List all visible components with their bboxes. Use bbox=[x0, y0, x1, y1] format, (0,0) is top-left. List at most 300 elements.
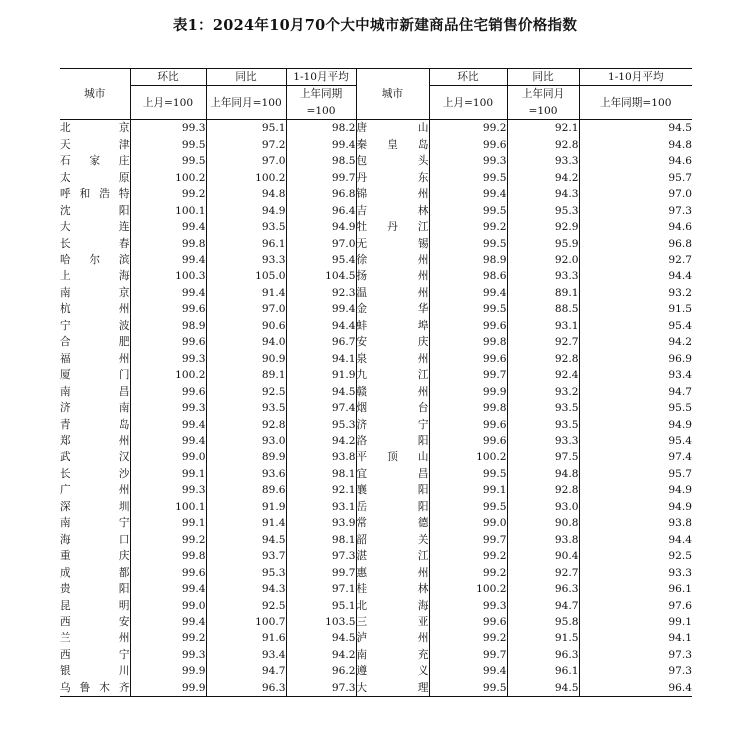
cell-avg-right: 95.5 bbox=[579, 400, 692, 416]
cell-avg-right: 95.4 bbox=[579, 433, 692, 449]
cell-city-left: 长春 bbox=[60, 237, 130, 250]
cell-city-right: 吉林 bbox=[356, 203, 429, 219]
cell-yoy-right: 94.7 bbox=[507, 598, 579, 614]
cell-mom-right: 99.2 bbox=[429, 565, 507, 581]
cell-avg-right: 94.2 bbox=[579, 334, 692, 350]
cell-mom-left: 99.6 bbox=[130, 301, 206, 317]
cell-yoy-right: 94.8 bbox=[507, 466, 579, 482]
cell-city-left: 太原 bbox=[60, 171, 130, 184]
cell-city-right: 遵义 bbox=[356, 663, 429, 679]
cell-yoy-right: 93.2 bbox=[507, 384, 579, 400]
cell-city-right: 北海 bbox=[356, 598, 429, 614]
cell-city-left: 哈尔滨 bbox=[60, 253, 130, 266]
cell-yoy-left: 89.1 bbox=[206, 367, 286, 383]
cell-mom-left: 99.0 bbox=[130, 598, 206, 614]
cell-avg-right: 94.7 bbox=[579, 384, 692, 400]
cell-mom-left: 100.3 bbox=[130, 268, 206, 284]
cell-avg-left: 97.3 bbox=[286, 548, 356, 564]
cell-city-left: 武汉 bbox=[60, 451, 130, 464]
cell-mom-left: 100.1 bbox=[130, 499, 206, 515]
cell-mom-left: 99.4 bbox=[130, 614, 206, 630]
cell-avg-left: 93.8 bbox=[286, 449, 356, 465]
header-mom-base-right: 上月=100 bbox=[429, 86, 507, 120]
cell-city-left: 郑州 bbox=[60, 434, 130, 447]
cell-avg-right: 97.3 bbox=[579, 663, 692, 679]
cell-mom-left: 98.9 bbox=[130, 318, 206, 334]
table-row bbox=[60, 614, 692, 630]
cell-city-left: 银川 bbox=[60, 665, 130, 678]
cell-city-left: 沈阳 bbox=[60, 204, 130, 217]
header-mom-base-left: 上月=100 bbox=[130, 86, 206, 120]
cell-city-left: 深圳 bbox=[60, 500, 130, 513]
table-row bbox=[60, 433, 692, 449]
cell-city-right: 平顶山 bbox=[356, 449, 429, 465]
cell-mom-right: 99.6 bbox=[429, 137, 507, 153]
cell-avg-left: 99.4 bbox=[286, 137, 356, 153]
header-mom-right: 环比 bbox=[429, 69, 507, 86]
cell-mom-right: 99.5 bbox=[429, 466, 507, 482]
cell-city-left: 宁波 bbox=[60, 319, 130, 332]
cell-city-left: 成都 bbox=[60, 566, 130, 579]
cell-city-left: 合肥 bbox=[60, 336, 130, 349]
cell-yoy-right: 92.8 bbox=[507, 137, 579, 153]
cell-city-right: 无锡 bbox=[356, 236, 429, 252]
table-row bbox=[60, 351, 692, 367]
cell-yoy-left: 89.6 bbox=[206, 482, 286, 498]
table-row bbox=[60, 186, 692, 202]
cell-mom-right: 99.5 bbox=[429, 680, 507, 697]
table-row bbox=[60, 236, 692, 252]
cell-city-right: 大理 bbox=[356, 680, 429, 697]
cell-yoy-left: 93.6 bbox=[206, 466, 286, 482]
cell-yoy-right: 93.5 bbox=[507, 417, 579, 433]
cell-city-right: 常德 bbox=[356, 515, 429, 531]
cell-city-left: 昆明 bbox=[60, 599, 130, 612]
cell-city-left: 济南 bbox=[60, 402, 130, 415]
table-row bbox=[60, 153, 692, 169]
table-row bbox=[60, 252, 692, 268]
cell-yoy-right: 95.9 bbox=[507, 236, 579, 252]
cell-yoy-left: 90.6 bbox=[206, 318, 286, 334]
cell-mom-left: 99.3 bbox=[130, 482, 206, 498]
cell-avg-right: 96.1 bbox=[579, 581, 692, 597]
cell-avg-right: 97.4 bbox=[579, 449, 692, 465]
table-row bbox=[60, 482, 692, 498]
cell-city-right: 惠州 bbox=[356, 565, 429, 581]
cell-yoy-right: 90.8 bbox=[507, 515, 579, 531]
cell-city-right: 三亚 bbox=[356, 614, 429, 630]
cell-mom-right: 99.9 bbox=[429, 384, 507, 400]
cell-mom-right: 99.3 bbox=[429, 153, 507, 169]
table-row bbox=[60, 301, 692, 317]
cell-city-left: 长沙 bbox=[60, 467, 130, 480]
cell-yoy-right: 93.3 bbox=[507, 268, 579, 284]
cell-mom-right: 99.8 bbox=[429, 400, 507, 416]
cell-city-right: 丹东 bbox=[356, 170, 429, 186]
cell-avg-left: 95.4 bbox=[286, 252, 356, 268]
cell-yoy-right: 94.5 bbox=[507, 680, 579, 697]
cell-mom-right: 99.7 bbox=[429, 367, 507, 383]
cell-yoy-left: 89.9 bbox=[206, 449, 286, 465]
cell-city-left: 天津 bbox=[60, 138, 130, 151]
cell-yoy-left: 97.0 bbox=[206, 301, 286, 317]
table-row bbox=[60, 318, 692, 334]
cell-city-right: 宜昌 bbox=[356, 466, 429, 482]
cell-city-left: 杭州 bbox=[60, 303, 130, 316]
cell-yoy-left: 96.1 bbox=[206, 236, 286, 252]
cell-mom-left: 99.6 bbox=[130, 334, 206, 350]
cell-mom-left: 100.2 bbox=[130, 170, 206, 186]
cell-avg-left: 98.1 bbox=[286, 466, 356, 482]
cell-mom-left: 99.2 bbox=[130, 630, 206, 646]
cell-mom-right: 99.4 bbox=[429, 186, 507, 202]
cell-avg-left: 92.1 bbox=[286, 482, 356, 498]
cell-avg-left: 96.8 bbox=[286, 186, 356, 202]
cell-mom-left: 99.9 bbox=[130, 680, 206, 697]
cell-avg-right: 94.4 bbox=[579, 532, 692, 548]
cell-avg-right: 93.3 bbox=[579, 565, 692, 581]
cell-avg-right: 97.3 bbox=[579, 203, 692, 219]
cell-yoy-left: 93.5 bbox=[206, 400, 286, 416]
cell-yoy-left: 91.4 bbox=[206, 515, 286, 531]
cell-city-right: 牡丹江 bbox=[356, 219, 429, 235]
cell-mom-right: 99.1 bbox=[429, 482, 507, 498]
table-row bbox=[60, 466, 692, 482]
cell-mom-left: 99.3 bbox=[130, 400, 206, 416]
cell-city-left: 大连 bbox=[60, 221, 130, 234]
cell-mom-right: 99.7 bbox=[429, 532, 507, 548]
cell-city-left: 青岛 bbox=[60, 418, 130, 431]
cell-yoy-left: 91.4 bbox=[206, 285, 286, 301]
cell-mom-left: 99.5 bbox=[130, 153, 206, 169]
cell-avg-right: 94.9 bbox=[579, 499, 692, 515]
table-row bbox=[60, 581, 692, 597]
header-avg-base-left: 上年同期=100 bbox=[286, 86, 356, 120]
cell-city-right: 洛阳 bbox=[356, 433, 429, 449]
cell-mom-right: 99.6 bbox=[429, 318, 507, 334]
cell-mom-right: 99.7 bbox=[429, 647, 507, 663]
cell-city-right: 岳阳 bbox=[356, 499, 429, 515]
cell-avg-right: 99.1 bbox=[579, 614, 692, 630]
header-avg-right: 1-10月平均 bbox=[579, 69, 692, 86]
cell-yoy-left: 100.7 bbox=[206, 614, 286, 630]
table-row bbox=[60, 268, 692, 284]
table-row bbox=[60, 499, 692, 515]
cell-city-right: 济宁 bbox=[356, 417, 429, 433]
cell-mom-left: 99.2 bbox=[130, 532, 206, 548]
price-index-table bbox=[60, 68, 692, 697]
cell-city-left: 福州 bbox=[60, 352, 130, 365]
cell-avg-left: 97.4 bbox=[286, 400, 356, 416]
cell-avg-left: 93.9 bbox=[286, 515, 356, 531]
cell-city-right: 韶关 bbox=[356, 532, 429, 548]
table-row bbox=[60, 384, 692, 400]
cell-mom-left: 99.3 bbox=[130, 647, 206, 663]
cell-mom-right: 99.2 bbox=[429, 219, 507, 235]
cell-yoy-left: 93.7 bbox=[206, 548, 286, 564]
cell-yoy-right: 94.2 bbox=[507, 170, 579, 186]
header-yoy-right: 同比 bbox=[507, 69, 579, 86]
cell-yoy-right: 94.3 bbox=[507, 186, 579, 202]
cell-city-right: 唐山 bbox=[356, 120, 429, 137]
table-row bbox=[60, 548, 692, 564]
cell-city-right: 扬州 bbox=[356, 268, 429, 284]
cell-mom-right: 99.5 bbox=[429, 499, 507, 515]
cell-yoy-left: 92.5 bbox=[206, 598, 286, 614]
cell-avg-right: 94.9 bbox=[579, 482, 692, 498]
header-yoy-left: 同比 bbox=[206, 69, 286, 86]
cell-city-left: 北京 bbox=[60, 122, 130, 135]
cell-yoy-right: 92.4 bbox=[507, 367, 579, 383]
cell-city-left: 厦门 bbox=[60, 369, 130, 382]
cell-city-left: 贵阳 bbox=[60, 583, 130, 596]
cell-yoy-left: 93.4 bbox=[206, 647, 286, 663]
cell-yoy-left: 93.3 bbox=[206, 252, 286, 268]
cell-avg-right: 94.5 bbox=[579, 120, 692, 137]
cell-mom-left: 100.2 bbox=[130, 367, 206, 383]
header-avg-left: 1-10月平均 bbox=[286, 69, 356, 86]
header-city-left: 城市 bbox=[60, 69, 130, 120]
cell-yoy-left: 95.3 bbox=[206, 565, 286, 581]
cell-mom-left: 99.0 bbox=[130, 449, 206, 465]
cell-mom-left: 99.4 bbox=[130, 433, 206, 449]
cell-avg-right: 94.8 bbox=[579, 137, 692, 153]
cell-avg-left: 94.1 bbox=[286, 351, 356, 367]
table-row bbox=[60, 334, 692, 350]
table-row bbox=[60, 515, 692, 531]
cell-yoy-right: 92.7 bbox=[507, 334, 579, 350]
cell-mom-right: 99.0 bbox=[429, 515, 507, 531]
cell-yoy-right: 91.5 bbox=[507, 630, 579, 646]
cell-avg-right: 96.8 bbox=[579, 236, 692, 252]
cell-avg-left: 103.5 bbox=[286, 614, 356, 630]
cell-yoy-left: 97.0 bbox=[206, 153, 286, 169]
table-row bbox=[60, 449, 692, 465]
cell-avg-right: 94.1 bbox=[579, 630, 692, 646]
cell-yoy-right: 93.3 bbox=[507, 433, 579, 449]
cell-yoy-right: 92.9 bbox=[507, 219, 579, 235]
cell-mom-right: 99.4 bbox=[429, 663, 507, 679]
cell-yoy-left: 91.9 bbox=[206, 499, 286, 515]
cell-avg-left: 99.4 bbox=[286, 301, 356, 317]
cell-mom-right: 99.6 bbox=[429, 351, 507, 367]
cell-avg-right: 95.4 bbox=[579, 318, 692, 334]
cell-yoy-left: 93.0 bbox=[206, 433, 286, 449]
table-row bbox=[60, 532, 692, 548]
cell-avg-left: 97.0 bbox=[286, 236, 356, 252]
cell-yoy-left: 94.9 bbox=[206, 203, 286, 219]
cell-yoy-left: 100.2 bbox=[206, 170, 286, 186]
header-mom-left: 环比 bbox=[130, 69, 206, 86]
cell-city-right: 湛江 bbox=[356, 548, 429, 564]
cell-avg-left: 98.2 bbox=[286, 120, 356, 137]
cell-city-right: 锦州 bbox=[356, 186, 429, 202]
cell-city-left: 海口 bbox=[60, 533, 130, 546]
cell-yoy-left: 91.6 bbox=[206, 630, 286, 646]
table-body bbox=[60, 120, 692, 697]
cell-yoy-left: 94.8 bbox=[206, 186, 286, 202]
cell-yoy-left: 105.0 bbox=[206, 268, 286, 284]
cell-avg-left: 99.7 bbox=[286, 170, 356, 186]
cell-mom-left: 99.3 bbox=[130, 120, 206, 137]
cell-yoy-right: 96.3 bbox=[507, 647, 579, 663]
cell-avg-right: 94.6 bbox=[579, 153, 692, 169]
cell-mom-left: 99.9 bbox=[130, 663, 206, 679]
cell-yoy-right: 93.1 bbox=[507, 318, 579, 334]
cell-mom-left: 99.5 bbox=[130, 137, 206, 153]
cell-mom-right: 98.6 bbox=[429, 268, 507, 284]
cell-mom-left: 99.6 bbox=[130, 565, 206, 581]
cell-mom-left: 100.1 bbox=[130, 203, 206, 219]
cell-avg-left: 94.4 bbox=[286, 318, 356, 334]
cell-yoy-right: 95.8 bbox=[507, 614, 579, 630]
cell-yoy-right: 93.3 bbox=[507, 153, 579, 169]
cell-avg-left: 92.3 bbox=[286, 285, 356, 301]
cell-avg-right: 93.2 bbox=[579, 285, 692, 301]
cell-mom-right: 99.6 bbox=[429, 417, 507, 433]
cell-mom-left: 99.8 bbox=[130, 548, 206, 564]
cell-avg-right: 94.4 bbox=[579, 268, 692, 284]
cell-city-right: 泉州 bbox=[356, 351, 429, 367]
cell-avg-right: 97.6 bbox=[579, 598, 692, 614]
cell-city-left: 呼和浩特 bbox=[60, 188, 130, 201]
cell-yoy-left: 94.3 bbox=[206, 581, 286, 597]
cell-yoy-right: 90.4 bbox=[507, 548, 579, 564]
cell-mom-left: 99.4 bbox=[130, 581, 206, 597]
cell-avg-left: 98.5 bbox=[286, 153, 356, 169]
cell-mom-right: 99.8 bbox=[429, 334, 507, 350]
table-row bbox=[60, 170, 692, 186]
cell-avg-right: 93.8 bbox=[579, 515, 692, 531]
cell-avg-left: 95.3 bbox=[286, 417, 356, 433]
cell-city-left: 南昌 bbox=[60, 385, 130, 398]
cell-city-right: 桂林 bbox=[356, 581, 429, 597]
cell-avg-right: 96.4 bbox=[579, 680, 692, 697]
cell-yoy-left: 97.2 bbox=[206, 137, 286, 153]
cell-mom-left: 99.1 bbox=[130, 515, 206, 531]
cell-city-left: 广州 bbox=[60, 484, 130, 497]
cell-city-right: 安庆 bbox=[356, 334, 429, 350]
table-row bbox=[60, 680, 692, 697]
cell-city-left: 兰州 bbox=[60, 632, 130, 645]
cell-avg-right: 93.4 bbox=[579, 367, 692, 383]
cell-yoy-left: 90.9 bbox=[206, 351, 286, 367]
cell-avg-left: 104.5 bbox=[286, 268, 356, 284]
header-city-right: 城市 bbox=[356, 69, 429, 120]
cell-mom-right: 99.5 bbox=[429, 301, 507, 317]
table-row bbox=[60, 400, 692, 416]
cell-mom-right: 99.3 bbox=[429, 598, 507, 614]
cell-yoy-right: 93.0 bbox=[507, 499, 579, 515]
cell-yoy-right: 96.1 bbox=[507, 663, 579, 679]
cell-avg-right: 92.5 bbox=[579, 548, 692, 564]
cell-mom-left: 99.4 bbox=[130, 417, 206, 433]
cell-avg-left: 99.7 bbox=[286, 565, 356, 581]
table-row bbox=[60, 120, 692, 137]
cell-city-left: 上海 bbox=[60, 270, 130, 283]
cell-yoy-right: 97.5 bbox=[507, 449, 579, 465]
cell-yoy-left: 95.1 bbox=[206, 120, 286, 137]
cell-city-left: 西宁 bbox=[60, 648, 130, 661]
cell-mom-left: 99.6 bbox=[130, 384, 206, 400]
cell-yoy-right: 92.7 bbox=[507, 565, 579, 581]
cell-city-right: 赣州 bbox=[356, 384, 429, 400]
cell-mom-right: 99.2 bbox=[429, 630, 507, 646]
cell-mom-right: 99.6 bbox=[429, 433, 507, 449]
cell-avg-left: 91.9 bbox=[286, 367, 356, 383]
cell-city-right: 温州 bbox=[356, 285, 429, 301]
cell-avg-right: 95.7 bbox=[579, 466, 692, 482]
table-row bbox=[60, 598, 692, 614]
cell-mom-left: 99.8 bbox=[130, 236, 206, 252]
table-row bbox=[60, 203, 692, 219]
cell-city-left: 重庆 bbox=[60, 550, 130, 563]
cell-city-left: 南宁 bbox=[60, 517, 130, 530]
cell-avg-left: 97.1 bbox=[286, 581, 356, 597]
cell-yoy-right: 89.1 bbox=[507, 285, 579, 301]
table-row bbox=[60, 219, 692, 235]
cell-avg-left: 94.9 bbox=[286, 219, 356, 235]
cell-city-right: 包头 bbox=[356, 153, 429, 169]
cell-city-right: 南充 bbox=[356, 647, 429, 663]
cell-avg-left: 96.2 bbox=[286, 663, 356, 679]
cell-avg-right: 91.5 bbox=[579, 301, 692, 317]
cell-avg-right: 97.3 bbox=[579, 647, 692, 663]
cell-yoy-right: 88.5 bbox=[507, 301, 579, 317]
cell-avg-left: 98.1 bbox=[286, 532, 356, 548]
table-row bbox=[60, 137, 692, 153]
table-row bbox=[60, 663, 692, 679]
header-avg-base-right: 上年同期=100 bbox=[579, 86, 692, 120]
cell-city-left: 乌鲁木齐 bbox=[60, 680, 130, 697]
cell-mom-left: 99.1 bbox=[130, 466, 206, 482]
cell-city-right: 烟台 bbox=[356, 400, 429, 416]
cell-mom-right: 99.5 bbox=[429, 203, 507, 219]
cell-avg-left: 97.3 bbox=[286, 680, 356, 697]
cell-yoy-left: 92.8 bbox=[206, 417, 286, 433]
cell-yoy-right: 93.5 bbox=[507, 400, 579, 416]
cell-yoy-right: 92.0 bbox=[507, 252, 579, 268]
cell-mom-right: 98.9 bbox=[429, 252, 507, 268]
cell-avg-right: 94.6 bbox=[579, 219, 692, 235]
table-row bbox=[60, 630, 692, 646]
cell-yoy-right: 96.3 bbox=[507, 581, 579, 597]
cell-mom-left: 99.4 bbox=[130, 219, 206, 235]
cell-mom-right: 100.2 bbox=[429, 449, 507, 465]
cell-yoy-left: 94.7 bbox=[206, 663, 286, 679]
cell-city-right: 九江 bbox=[356, 367, 429, 383]
cell-avg-left: 96.4 bbox=[286, 203, 356, 219]
header-yoy-base-right: 上年同月=100 bbox=[507, 86, 579, 120]
cell-avg-left: 94.2 bbox=[286, 647, 356, 663]
cell-avg-left: 96.7 bbox=[286, 334, 356, 350]
cell-mom-right: 100.2 bbox=[429, 581, 507, 597]
cell-mom-left: 99.2 bbox=[130, 186, 206, 202]
cell-mom-left: 99.3 bbox=[130, 351, 206, 367]
table-row bbox=[60, 417, 692, 433]
table-row bbox=[60, 565, 692, 581]
cell-city-right: 蚌埠 bbox=[356, 318, 429, 334]
cell-yoy-right: 92.8 bbox=[507, 351, 579, 367]
cell-avg-right: 96.9 bbox=[579, 351, 692, 367]
cell-mom-left: 99.4 bbox=[130, 252, 206, 268]
cell-avg-right: 97.0 bbox=[579, 186, 692, 202]
cell-yoy-right: 95.3 bbox=[507, 203, 579, 219]
cell-avg-left: 95.1 bbox=[286, 598, 356, 614]
table-title: 表1：2024年10月70个大中城市新建商品住宅销售价格指数 bbox=[172, 17, 578, 34]
cell-city-right: 秦皇岛 bbox=[356, 137, 429, 153]
cell-yoy-left: 93.5 bbox=[206, 219, 286, 235]
